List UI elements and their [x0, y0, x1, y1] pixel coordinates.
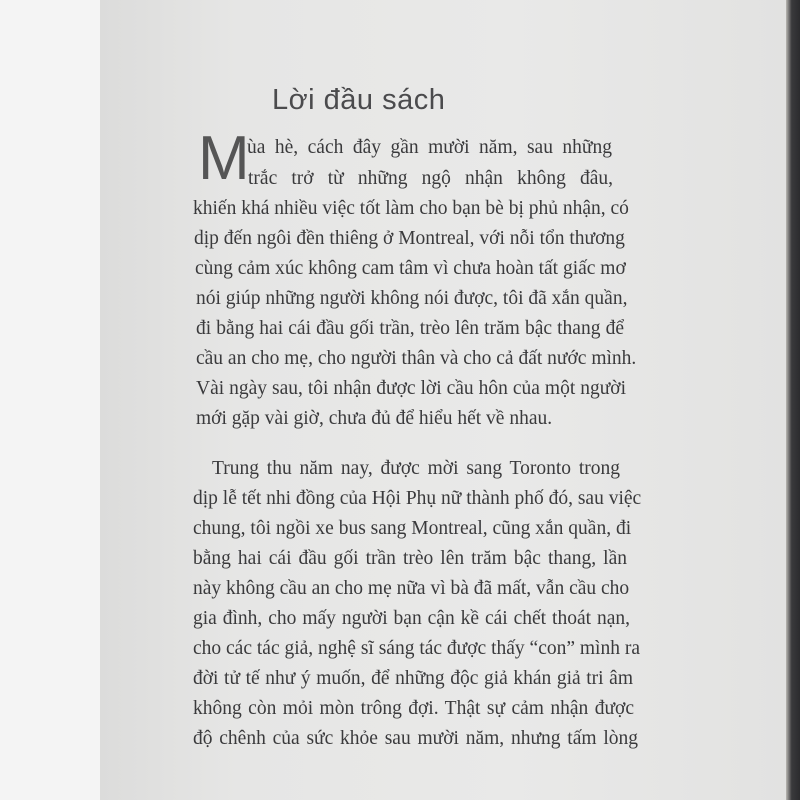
- text-line: trắc trở từ những ngộ nhận không đâu,: [248, 168, 613, 189]
- text-line: đời tử tế như ý muốn, để những độc giả khán giả tri âm: [193, 668, 633, 689]
- page-title: Lời đầu sách: [272, 84, 446, 116]
- text-line: cầu an cho mẹ, cho người thân và cho cả đất nước mình.: [196, 348, 637, 369]
- text-line: nói giúp những người không nói được, tôi đã xắn quần,: [196, 288, 628, 309]
- text-line: gia đình, cho mấy người bạn cận kề cái chết thoát nạn,: [193, 608, 630, 629]
- text-line: độ chênh của sức khỏe sau mười năm, nhưng tấm lòng: [193, 728, 638, 749]
- text-line: này không cầu an cho mẹ nữa vì bà đã mất, vẫn cầu cho: [193, 578, 630, 599]
- text-line: cho các tác giả, nghệ sĩ sáng tác được thấy “con” mình ra: [193, 638, 640, 659]
- text-line: mới gặp vài giờ, chưa đủ để hiểu hết về nhau.: [196, 408, 553, 429]
- text-line: ùa hè, cách đây gần mười năm, sau những: [247, 137, 612, 158]
- text-line: Vài ngày sau, tôi nhận được lời cầu hôn của một người: [196, 378, 626, 399]
- text-line: Trung thu năm nay, được mời sang Toronto trong: [212, 458, 620, 479]
- text-line: đi bằng hai cái đầu gối trần, trèo lên trăm bậc thang để: [196, 318, 624, 339]
- text-line: chung, tôi ngồi xe bus sang Montreal, cũng xắn quần, đi: [193, 518, 632, 539]
- text-line: khiến khá nhiều việc tốt làm cho bạn bè bị phủ nhận, có: [193, 198, 629, 219]
- text-line: dịp đến ngôi đền thiêng ở Montreal, với nỗi tổn thương: [194, 228, 625, 249]
- text-line: dịp lễ tết nhi đồng của Hội Phụ nữ thành phố đó, sau việc: [193, 488, 642, 509]
- text-line: cùng cảm xúc không cam tâm vì chưa hoàn tất giấc mơ: [195, 258, 626, 279]
- drop-cap: M: [198, 124, 250, 193]
- text-line: bằng hai cái đầu gối trần trèo lên trăm bậc thang, lần: [193, 548, 627, 569]
- book-cover-edge: [786, 0, 800, 800]
- text-line: không còn mỏi mòn trông đợi. Thật sự cảm nhận được: [193, 698, 634, 719]
